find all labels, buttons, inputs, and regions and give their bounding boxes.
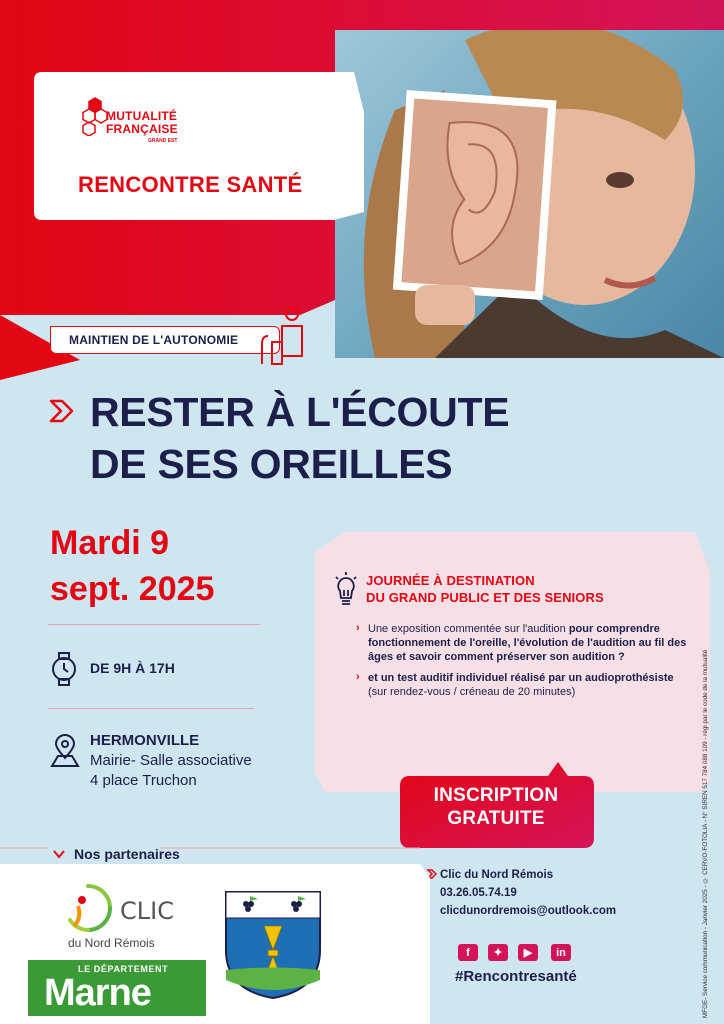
- theme-badge: MAINTIEN DE L'AUTONOMIE: [50, 326, 280, 354]
- clic-name: CLIC: [120, 897, 174, 925]
- location-venue: Mairie- Salle associative: [90, 752, 252, 769]
- headline-line1: RESTER À L'ÉCOUTE: [90, 389, 510, 435]
- event-hours: DE 9H À 17H: [90, 660, 175, 676]
- event-location: [90, 731, 252, 791]
- location-address: 4 place Truchon: [90, 772, 197, 789]
- registration-text: [398, 784, 594, 830]
- program-item-text: Une exposition commentée sur l'audition: [368, 623, 569, 635]
- org-name: [106, 110, 178, 136]
- org-subtitle: GRAND EST: [148, 138, 178, 144]
- facebook-icon[interactable]: f: [458, 944, 478, 961]
- clic-subtitle: du Nord Rémois: [68, 936, 155, 950]
- youtube-icon[interactable]: ▶: [518, 944, 538, 961]
- mutualite-logo-icon: [82, 96, 108, 136]
- divider: [48, 708, 254, 709]
- marne-name: Marne: [44, 972, 151, 1014]
- event-type-title: RENCONTRE SANTÉ: [78, 172, 303, 197]
- program-item-bold: et un test auditif individuel réalisé par un audioprothésiste: [368, 672, 674, 684]
- hermonville-coat-of-arms: [224, 890, 322, 1000]
- elderly-people-icon: [258, 306, 310, 368]
- heart-chevron-icon: [52, 848, 66, 860]
- program-title-line2: DU GRAND PUBLIC ET DES SENIORS: [366, 590, 604, 605]
- headline: [90, 386, 509, 490]
- legal-notice: MFGE- Service communication - Janvier 2025 - © CERVO-FOTOLIA - N° SIREN 517 784 088 109 - régi par le code de la mutualité: [702, 649, 709, 1018]
- event-date: [50, 520, 214, 612]
- program-title: [366, 572, 604, 606]
- contact-name: Clic du Nord Rémois: [440, 869, 554, 881]
- marne-top-label: LE DÉPARTEMENT: [78, 964, 169, 974]
- clic-logo-icon: [60, 880, 116, 936]
- location-pin-icon: [50, 734, 80, 768]
- program-item: [356, 671, 691, 699]
- headline-line2: DE SES OREILLES: [90, 441, 453, 487]
- registration-line2: GRATUITE: [447, 808, 545, 829]
- contact-phone[interactable]: 03.26.05.74.19: [440, 887, 517, 899]
- divider: [48, 624, 260, 625]
- date-line1: Mardi 9: [50, 524, 170, 562]
- program-list: [356, 622, 691, 706]
- org-line2: FRANÇAISE: [106, 122, 178, 136]
- registration-line1: INSCRIPTION: [433, 785, 559, 806]
- contact-block: [440, 866, 616, 920]
- program-item: [356, 622, 691, 664]
- contact-email[interactable]: clicdunordremois@outlook.com: [440, 905, 617, 917]
- linkedin-icon[interactable]: in: [551, 944, 571, 961]
- chevron-right-icon: [48, 398, 78, 424]
- bluesky-icon[interactable]: ✦: [488, 944, 508, 961]
- woman-ear-photo: [335, 30, 724, 358]
- hashtag: #Rencontresanté: [455, 968, 577, 985]
- location-town: HERMONVILLE: [90, 732, 200, 749]
- date-line2: sept. 2025: [50, 570, 215, 608]
- program-item-bold: pour comprendre fonctionnement de l'oreille, l'évolution de l'audition au fil des âges et savoir comment préserver son audition ?: [368, 623, 687, 663]
- lightbulb-icon: [334, 572, 358, 610]
- org-line1: MUTUALITÉ: [106, 109, 178, 123]
- watch-icon: [50, 652, 78, 686]
- partners-title: Nos partenaires: [74, 846, 180, 862]
- program-title-line1: JOURNÉE À DESTINATION: [366, 573, 535, 588]
- program-item-text: (sur rendez-vous / créneau de 20 minutes): [368, 686, 576, 698]
